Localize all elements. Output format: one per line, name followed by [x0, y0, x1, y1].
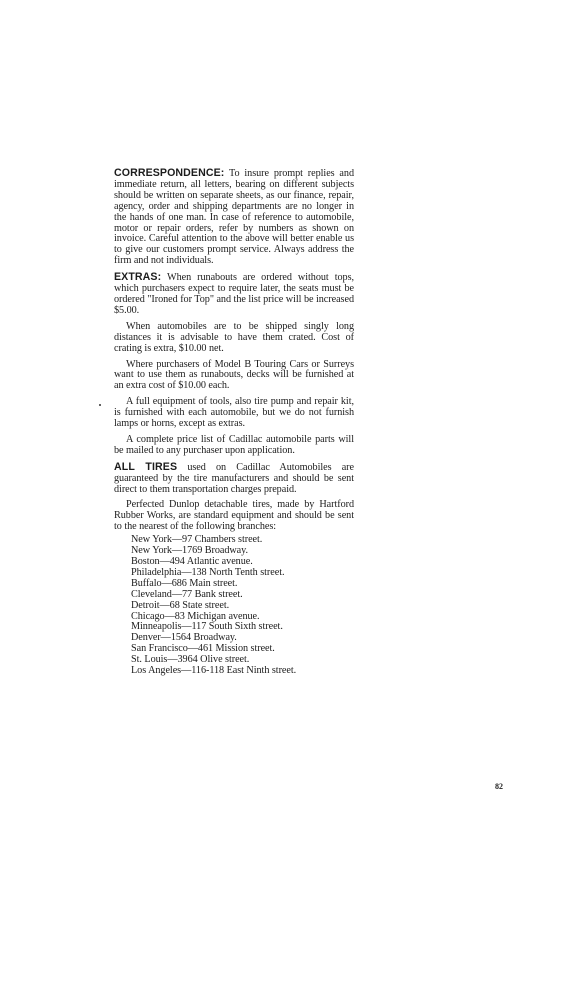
- branch-list: [131, 535, 354, 677]
- price-list-paragraph: A complete price list of Cadillac automobile parts will be mailed to any purchaser upon application.: [114, 433, 354, 456]
- decks-paragraph: Where purchasers of Model B Touring Cars or Surreys want to use them as runabouts, decks will be furnished at an extra cost of $10.00 each.: [114, 358, 354, 392]
- list-item: Los Angeles—116-118 East Ninth street.: [131, 665, 297, 677]
- list-item: St. Louis—3964 Olive street.: [131, 654, 250, 666]
- list-item: Buffalo—686 Main street.: [131, 577, 238, 589]
- text-column: [114, 168, 354, 677]
- list-item: Minneapolis—117 South Sixth street.: [131, 621, 283, 633]
- list-item: Detroit—68 State street.: [131, 599, 230, 611]
- list-item: Philadelphia—138 North Tenth street.: [131, 566, 285, 578]
- correspondence-text: To insure prompt replies and immediate return, all letters, bearing on different subjects should be written on separate sheets, as our finance, repair, agency, order and shipping departments are no longer in the hands of one man. In case of reference to automobile, motor or repair orders, refer by numbers as shown on invoice. Careful attention to the above will better enable us to give our customers prompt service. Always address the firm and not individuals.: [114, 168, 354, 267]
- tires-paragraph: [114, 462, 354, 496]
- list-item: Denver—1564 Broadway.: [131, 632, 237, 644]
- extras-paragraph: [114, 272, 354, 317]
- list-item: New York—1769 Broadway.: [131, 545, 249, 557]
- list-item: San Francisco—461 Mission street.: [131, 643, 275, 655]
- extras-text: When runabouts are ordered without tops, which purchasers expect to require later, the seats must be ordered "Ironed for Top" and the list price will be increased $5.00.: [114, 272, 354, 316]
- dunlop-paragraph: Perfected Dunlop detachable tires, made by Hartford Rubber Works, are standard equipment and should be sent to the nearest of the following branches:: [114, 499, 354, 533]
- tires-text: used on Cadillac Automobiles are guaranteed by the tire manufacturers and should be sent direct to them transportation charges prepaid.: [114, 461, 354, 495]
- list-item: New York—97 Chambers street.: [131, 534, 263, 546]
- list-item: Cleveland—77 Bank street.: [131, 588, 243, 600]
- list-item: Boston—494 Atlantic avenue.: [131, 556, 253, 567]
- correspondence-paragraph: [114, 168, 354, 267]
- page-number: 82: [495, 782, 503, 791]
- ink-speck: [99, 404, 101, 406]
- list-item: Chicago—83 Michigan avenue.: [131, 610, 260, 622]
- crating-paragraph: When automobiles are to be shipped singly long distances it is advisable to have them crated. Cost of crating is extra, $10.00 net.: [114, 320, 354, 354]
- extras-heading: EXTRAS:: [114, 271, 162, 284]
- tires-heading: ALL TIRES: [114, 460, 178, 473]
- tools-paragraph: A full equipment of tools, also tire pump and repair kit, is furnished with each automobile, but we do not furnish lamps or horns, except as extras.: [114, 396, 354, 430]
- correspondence-heading: CORRESPONDENCE:: [114, 167, 225, 179]
